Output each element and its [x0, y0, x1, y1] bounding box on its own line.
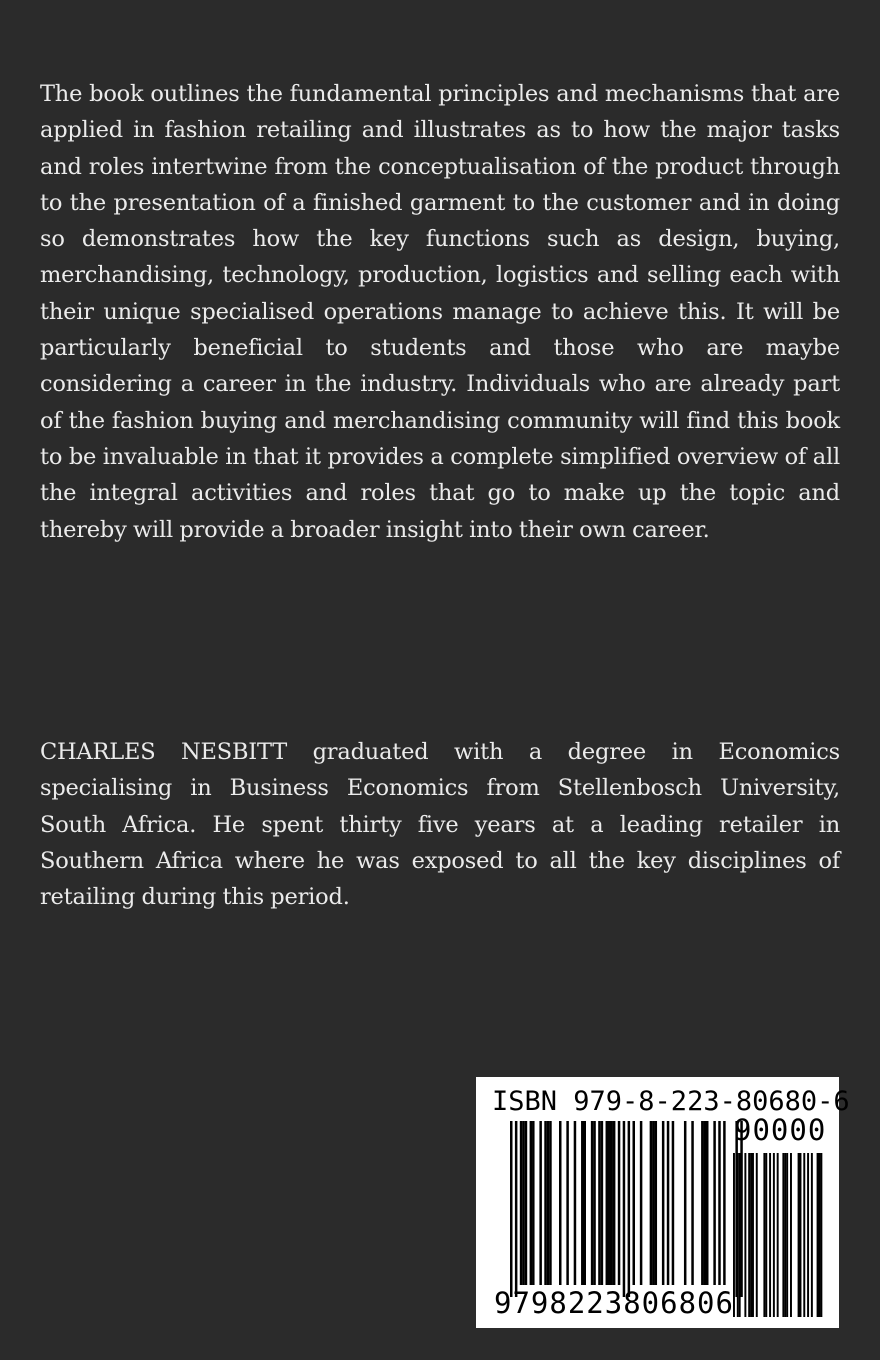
barcode-bar-33 [667, 1121, 670, 1285]
barcode-bar-36 [691, 1121, 694, 1285]
barcode-bar-6 [532, 1121, 535, 1285]
barcode-bar-4 [525, 1121, 528, 1285]
barcode-bar-28 [640, 1121, 643, 1285]
barcode-bar-25 [623, 1121, 626, 1297]
barcode-bar-0 [510, 1121, 513, 1297]
addon-bar-59 [784, 1153, 786, 1317]
ean-digits: 9798223806806 [494, 1286, 734, 1320]
barcode-bar-17 [593, 1121, 596, 1285]
barcode-bar-42 [723, 1121, 726, 1285]
barcode-bar-5 [530, 1121, 533, 1285]
barcode-bar-38 [704, 1121, 707, 1285]
barcode-bar-12 [566, 1121, 569, 1285]
barcode-bar-35 [684, 1121, 687, 1285]
addon-bar-47 [739, 1153, 741, 1317]
barcode-bar-23 [613, 1121, 616, 1285]
barcode-bar-1 [515, 1121, 518, 1297]
barcode-bar-19 [601, 1121, 604, 1285]
barcode-bar-40 [713, 1121, 716, 1285]
barcode-bar-29 [650, 1121, 653, 1285]
addon-bar-65 [807, 1153, 809, 1317]
addon-bar-55 [769, 1153, 771, 1317]
addon-bar-68 [819, 1153, 821, 1317]
addon-bar-57 [777, 1153, 779, 1317]
barcode-bar-13 [574, 1121, 577, 1285]
barcode-bar-22 [610, 1121, 613, 1285]
addon-bar-54 [765, 1153, 767, 1317]
barcode-bar-2 [520, 1121, 523, 1285]
addon-bar-64 [803, 1153, 805, 1317]
barcode-bar-8 [544, 1121, 547, 1285]
addon-bar-49 [748, 1153, 750, 1317]
barcode-bar-18 [598, 1121, 601, 1285]
addon-bar-61 [790, 1153, 792, 1317]
addon-bar-67 [817, 1153, 819, 1317]
barcode-bar-32 [662, 1121, 665, 1285]
barcode-bar-14 [581, 1121, 584, 1285]
barcode-bar-34 [672, 1121, 675, 1285]
barcode-bar-44 [740, 1121, 743, 1297]
barcode-bar-41 [718, 1121, 721, 1285]
barcode-bar-11 [559, 1121, 562, 1285]
barcode-bar-3 [522, 1121, 525, 1285]
barcode-bar-10 [549, 1121, 552, 1285]
book-description: The book outlines the fundamental principles and mechanisms that are applied in fashion retailing and illustrates as to how the major tasks and roles intertwine from the conceptualisation of the product through to the presentation of a finished garment to the customer and in doing so demonstrates how the key functions such as design, buying, merchandising, technology, production, logistics and selling each with their unique specialised operations manage to achieve this. It will be particularly beneficial to students and those who are maybe considering a career in the industry. Individuals who are already part of the fashion buying and merchandising community will find this book to be invaluable in that it provides a complete simplified overview of all the integral activities and roles that go to make up the topic and thereby will provide a broader insight into their own career. [40, 81, 840, 543]
barcode-bar-9 [547, 1121, 550, 1285]
barcode-bar-7 [539, 1121, 542, 1285]
isbn-barcode [476, 1077, 850, 1328]
addon-bar-50 [750, 1153, 752, 1317]
addon-bar-56 [773, 1153, 775, 1317]
barcode-bar-31 [655, 1121, 658, 1285]
barcode-bar-21 [608, 1121, 611, 1285]
barcode-bar-24 [618, 1121, 621, 1285]
addon-bar-48 [744, 1153, 746, 1317]
addon-bar-53 [763, 1153, 765, 1317]
addon-bar-52 [756, 1153, 758, 1317]
barcode-bar-30 [652, 1121, 655, 1285]
barcode-bar-27 [633, 1121, 636, 1285]
author-biography: CHARLES NESBITT graduated with a degree in Economics specialising in Business Economics from Stellenbosch University, South Africa. He spent thirty five years at a leading retailer in Southern Africa where he was exposed to all the key disciplines of retailing during this period. [40, 739, 840, 911]
barcode-bar-15 [584, 1121, 587, 1285]
addon-bar-51 [752, 1153, 754, 1317]
addon-bar-62 [798, 1153, 800, 1317]
barcode-bar-20 [606, 1121, 609, 1285]
isbn-label: ISBN 979-8-223-80680-6 [492, 1086, 850, 1117]
addon-bar-69 [820, 1153, 822, 1317]
addon-bar-63 [800, 1153, 802, 1317]
addon-bar-58 [782, 1153, 784, 1317]
addon-bar-60 [786, 1153, 788, 1317]
barcode-bar-37 [701, 1121, 704, 1285]
barcode-bar-26 [628, 1121, 631, 1297]
addon-bar-46 [737, 1153, 739, 1317]
barcode-bar-39 [706, 1121, 709, 1285]
barcode-bar-16 [591, 1121, 594, 1285]
addon-price-digits: 90000 [734, 1113, 827, 1147]
addon-bar-66 [811, 1153, 813, 1317]
